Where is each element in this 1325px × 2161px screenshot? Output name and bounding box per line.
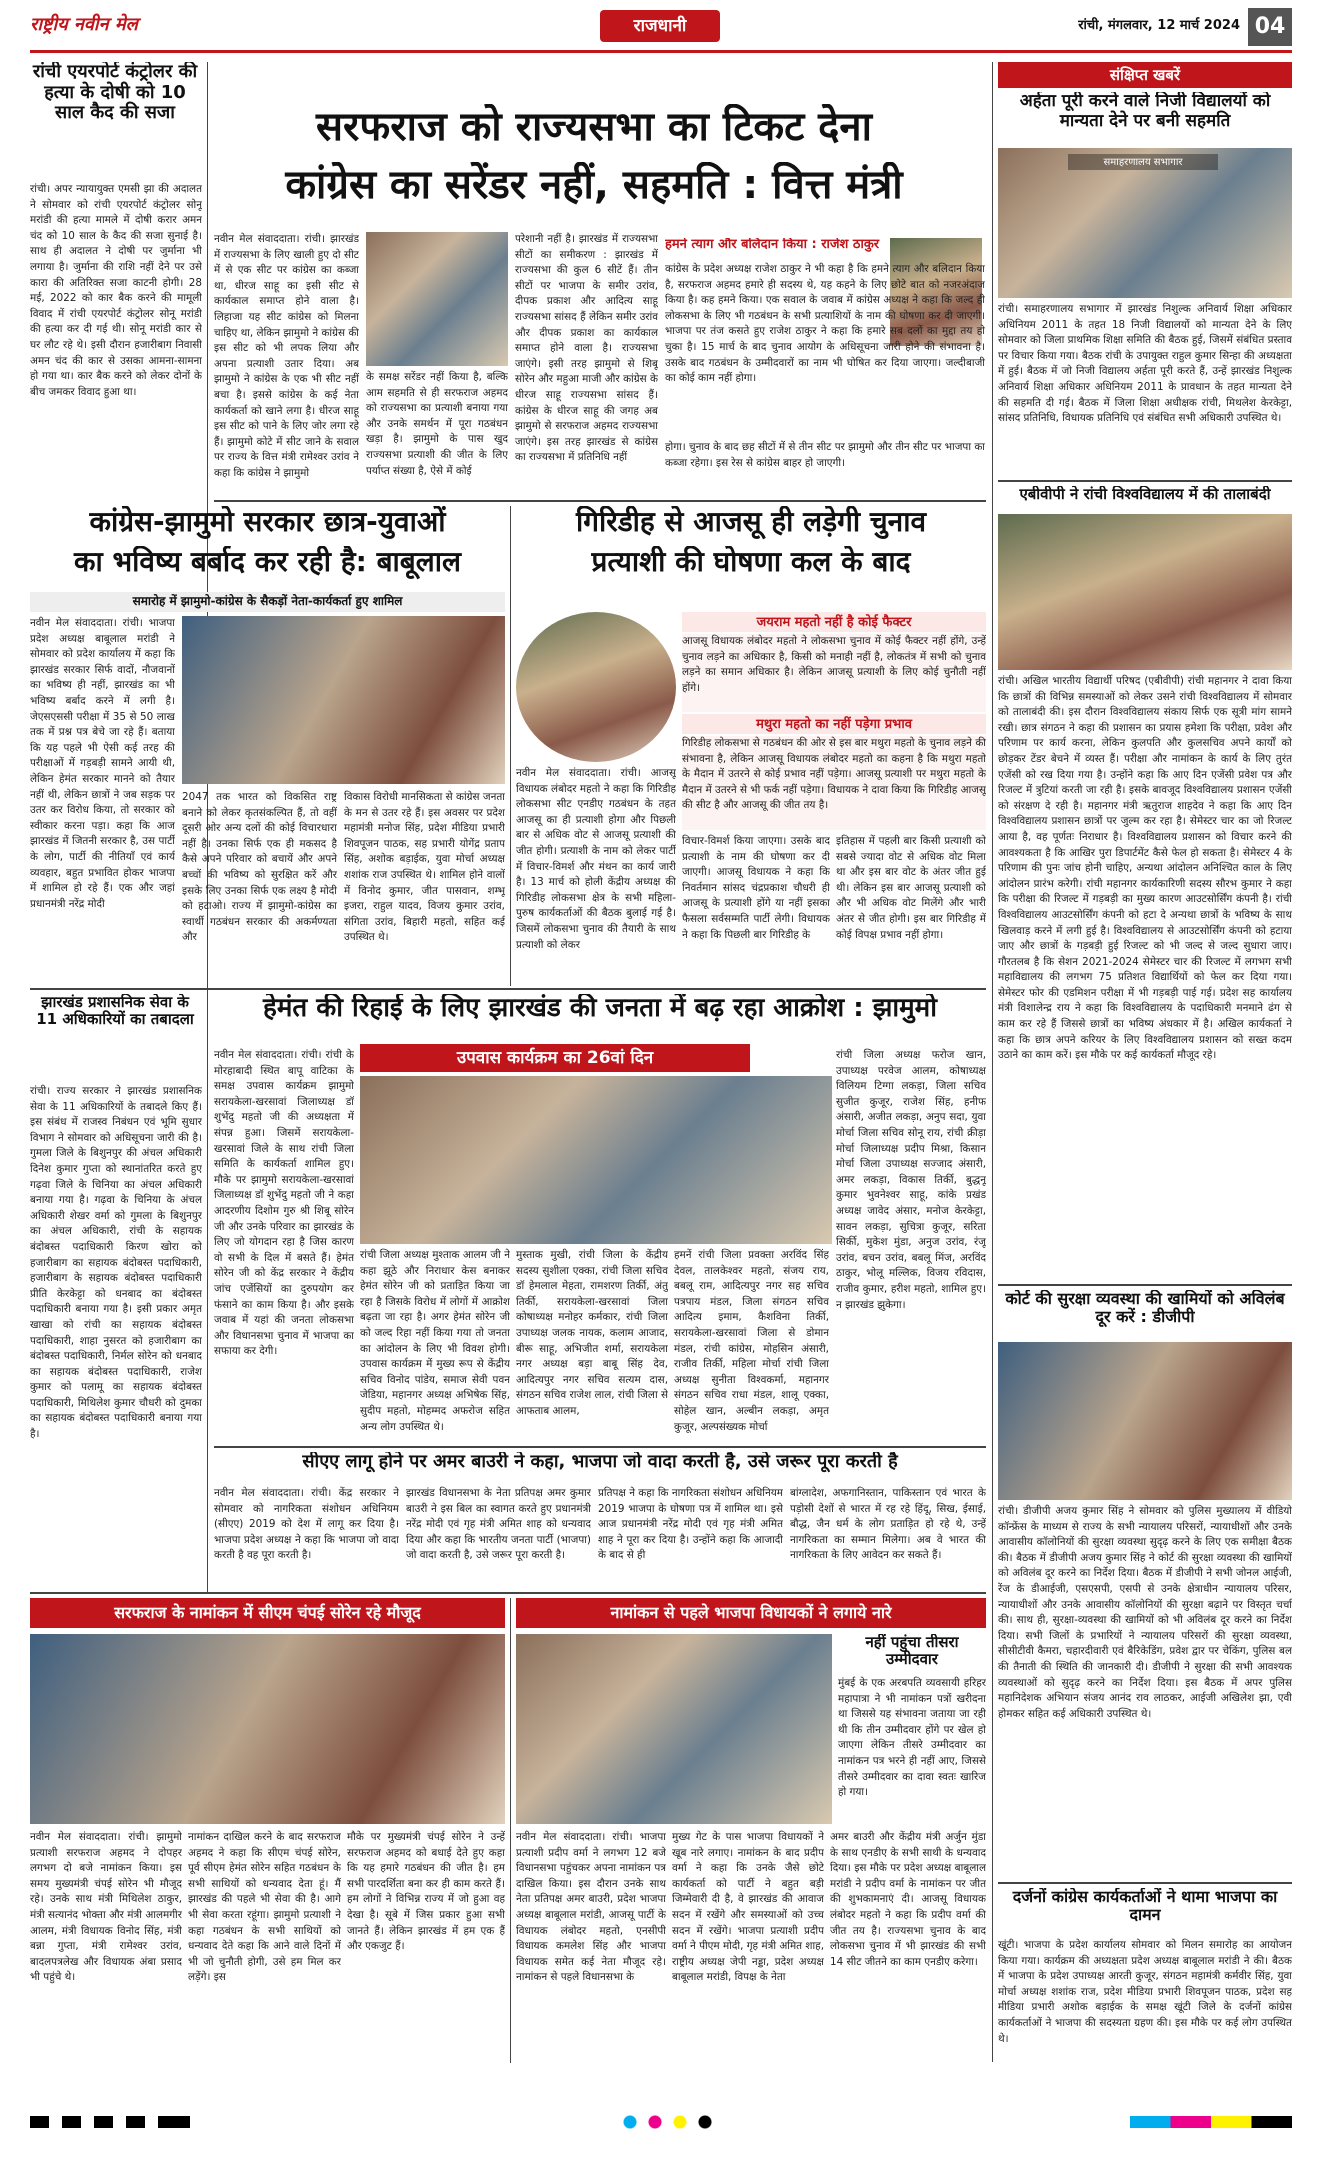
lead-bottom-rule bbox=[214, 500, 986, 502]
ajsu-col3: इतिहास में पहली बार किसी प्रत्याशी को सबसे ज्यादा वोट से अधिक वोट मिला था और इस बार वोट के अंतर जीत हुई थी। लेकिन इस बार आजसू प्रत्याशी को और भी अधिक वोट मिलेंगे और भारी अंतर से जीत होगी। इस बार गिरिडीह में कोई विपक्ष प्रभाव नहीं होगा। bbox=[836, 835, 986, 941]
masthead-rule bbox=[30, 50, 1292, 53]
hemant-photo bbox=[360, 1076, 832, 1244]
lead-col4b: होगा। चुनाव के बाद छह सीटों में से तीन सीट पर झामुमो और तीन सीट पर भाजपा का कब्जा रहेगा। इस रेस से कांग्रेस बाहर हो जाएगी। bbox=[665, 441, 985, 469]
bjp-nom-box-body: मुंबई के एक अरबपति व्यवसायी हरिहर महापात्रा ने भी नामांकन पत्रों खरीदना था जिससे यह संभावना जताया जा रही थी कि तीन उम्मीदवार होंगे पर खेल हो जाएगा लेकिन तीसरे उम्मीदवार का नामांकन पत्र भरने ही नहीं आए, जिससे तीसरे उम्मीदवार का दावा स्वतः खारिज हो गया। bbox=[838, 1677, 986, 1799]
lead-col3: परेशानी नहीं है। झारखंड में राज्यसभा सीटों का समीकरण : झारखंड में राज्यसभा की कुल 6 सीटें हैं। तीन सीटों पर भाजपा के समीर उरांव, दीपक प्रकाश और आदित्य साहू राज्यसभा सांसद हैं लेकिन समीर उरांव और दीपक प्रकाश का कार्यकाल समाप्त होने वाला है। राज्यसभा जाएंगे। इसी तरह झामुमो से शिबू सोरेन और महुआ माजी और कांग्रेस के धीरज साहू राज्यसभा सांसद हैं। कांग्रेस के धीरज साहू की जगह अब झामुमो से सरफराज अहमद राज्यसभा जाएंगे। इस तरह झारखंड से कांग्रेस का राज्यसभा में प्रतिनिधि नहीं bbox=[515, 233, 658, 464]
babulal-col3: विकास विरोधी मानसिकता से कांग्रेस जनता के मन से उतर रहे हैं। इस अवसर पर प्रदेश महामंत्री मनोज सिंह, प्रदेश मीडिया प्रभारी शिवपूजन पाठक, सह प्रभारी योगेंद्र प्रताप सिंह, अशोक बड़ाईक, युवा मोर्चा अध्यक्ष शशांक राज उपस्थित थे। शामिल होने वालों में विनोद कुमार, जीत पासवान, शम्भू इजरा, राहुल यादव, विजय कुमार उरांव, संगिता उरांव, बिहारी महतो, सहित कई उपस्थित थे। bbox=[344, 791, 505, 944]
transfer-body: रांची। राज्य सरकार ने झारखंड प्रशासनिक सेवा के 11 अधिकारियों के तबादले किए हैं। इस संबंध में राजस्व निबंधन एवं भूमि सुधार विभाग ने सोमवार को अधिसूचना जारी की है। गुमला जिले के बिशुनपुर की अंचल अधिकारी दिनेश कुमार गुप्ता को स्थानांतरित करते हुए गढ़वा जिले के चिनिया का अंचल अधिकारी बनाया गया है। गढ़वा के चिनिया के अंचल अधिकारी शेखर वर्मा को गुमला के बिशुनपुर का अंचल अधिकारी, रांची के सहायक बंदोबस्त पदाधिकारी किरण खोरा को हजारीबाग का सहायक बंदोबस्त पदाधिकारी, हजारीबाग के सहायक बंदोबस्त पदाधिकारी प्रीति केरकेट्टा को धनबाद का बंदोबस्त पदाधिकारी बनाया गया है। इसी प्रकार अमृत खाखा को रांची का सहायक बंदोबस्त पदाधिकारी, शाहा नुसरत को हजारीबाग का बंदोबस्त पदाधिकारी, निर्मल सोरेन को धनबाद का सहायक बंदोबस्त पदाधिकारी, राजेश कुमार को पलामू का सहायक बंदोबस्त पदाधिकारी, मिथिलेश कुमार चौधरी को दुमका का सहायक बंदोबस्त पदाधिकारी बनाया गया है। bbox=[30, 1085, 202, 1441]
sarfaraz-nom-col3: मौके पर मुख्यमंत्री चंपई सोरेन ने उन्हें सरफराज अहमद को बधाई देते हुए कहा कि यह हमारे गठबंधन की जीत है। हम सभी पारदर्शिता बना कर ही काम करते हैं। हम लोगों ने विभिन्न राज्य में जो हुआ वह देखा है। सूबे में जिस प्रकार हुआ सभी जानते हैं। लेकिन झारखंड में हम एक हैं और एकजुट हैं। bbox=[347, 1831, 505, 1953]
sarfaraz-nom-banner: सरफराज के नामांकन में सीएम चंपई सोरेन रहे मौजूद bbox=[30, 1598, 505, 1628]
dateline: रांची, मंगलवार, 12 मार्च 2024 bbox=[1078, 18, 1240, 33]
right-story1-photo bbox=[998, 148, 1292, 298]
color-dots-center bbox=[620, 2114, 720, 2130]
lead-headline-line2: कांग्रेस का सरेंडर नहीं, सहमति : वित्त मंत्री bbox=[285, 162, 903, 208]
amar-bottom-rule bbox=[30, 1592, 986, 1594]
sarfaraz-nom-photo bbox=[30, 1634, 505, 1824]
lead-headline-line1: सरफराज को राज्यसभा का टिकट देना bbox=[316, 104, 872, 150]
ajsu-headline-line2: प्रत्याशी की घोषणा कल के बाद bbox=[591, 546, 911, 578]
brief-header: संक्षिप्त खबरें bbox=[998, 62, 1292, 88]
col-rule-mid2 bbox=[510, 1598, 511, 2063]
bjp-nom-col1: नवीन मेल संवाददाता। रांची। भाजपा प्रत्याशी प्रदीप वर्मा ने लगभग 12 बजे विधानसभा पहुंचकर अपना नामांकन पत्र दाखिल किया। इस दौरान उनके साथ नेता प्रतिपक्ष अमर बाउरी, प्रदेश भाजपा अध्यक्ष बाबूलाल मरांडी, आजसू पार्टी के विधायक लंबोदर महतो, एनसीपी विधायक कमलेश सिंह और भाजपा विधायक समेत कई नेता मौजूद रहे। नामांकन से पहले विधानसभा के bbox=[516, 1831, 666, 1984]
left-story1-body: रांची। अपर न्यायायुक्त एमसी झा की अदालत ने सोमवार को रांची एयरपोर्ट कंट्रोलर सोनू मरांडी की हत्या मामले में दोषी करार अमन चंद को 10 साल के कैद की सजा सुनाई है। साथ ही अदालत ने दोषी पर जुर्माना भी लगाया है। जुर्माना की राशि नहीं देने पर उसे कारा की अतिरिक्त सजा काटनी होगी। 28 मई, 2022 को कार बैक करने की मामूली विवाद में रांची एयरपोर्ट कंट्रोलर सोनू मरांडी की हत्या कर दी गई थी। सोनू मरांडी कार से घर लौट रहे थे। इसी दौरान हजारीबाग निवासी अमन चंद की कार से उसका आमना-सामना हो गया था। कार बैक करने को लेकर दोनों के बीच जमकर विवाद हुआ था। bbox=[30, 183, 202, 398]
right-rule3 bbox=[998, 1882, 1292, 1884]
hemant-col3: मुस्ताक मुखी, रांची जिला के केंद्रीय सदस्य सुशीला एक्का, रांची जिला सचिव डॉ हेमलाल मेहता, रामशरण तिर्की, अंतु तिर्की, सरायकेला-खरसावां जिला कोषाध्यक्ष मनोहर कर्मकार, रांची जिला उपाध्यक्ष जलक नायक, कलाम आजाद, बीरू साहू, अभिजीत शर्मा, सरायकेला नगर अध्यक्ष बड़ा बाबू सिंह देव, आदित्यपुर नगर सचिव सत्यम दास, संगठन सचिव राजेश लाल, रांची जिला से आफताब आलम, bbox=[516, 1249, 668, 1417]
masthead bbox=[0, 0, 1325, 58]
right-story2-photo bbox=[998, 514, 1292, 670]
ajsu-box1-head: जयराम महतो नहीं है कोई फैक्टर bbox=[682, 612, 986, 632]
right-story3-photo bbox=[998, 1342, 1292, 1500]
right-story2-headline: एबीवीपी ने रांची विश्वविद्यालय में की तालाबंदी bbox=[1019, 486, 1271, 503]
babulal-photo bbox=[182, 616, 505, 784]
ajsu-col2: विचार-विमर्श किया जाएगा। उसके बाद प्रत्याशी के नाम की घोषणा कर दी जाएगी। आजसू विधायक ने कहा कि निवर्तमान सांसद चंद्रप्रकाश चौधरी ही आजसू के प्रत्याशी होंगे या नहीं इसका फैसला सर्वसम्मति पार्टी लेगी। विधायक ने कहा कि पिछली बार गिरिडीह के bbox=[682, 835, 830, 941]
right-story1-photo-caption: समाहरणालय सभागार bbox=[1068, 154, 1218, 170]
amar-col3: प्रतिपक्ष ने कहा कि नागरिकता संशोधन अधिनियम 2019 भाजपा के घोषणा पत्र में शामिल था। इसे आज प्रधानमंत्री नरेंद्र मोदी एवं गृह मंत्री अमित शाह ने पूरा कर दिया है। उन्होंने कहा कि आजादी के बाद से ही bbox=[598, 1487, 783, 1562]
color-bar-left bbox=[30, 2116, 190, 2128]
babulal-headline-line1: कांग्रेस-झामुमो सरकार छात्र-युवाओं bbox=[89, 506, 446, 538]
sarfaraz-nom-col1: नवीन मेल संवाददाता। रांची। झामुमो प्रत्याशी सरफराज अहमद ने दोपहर लगभग दो बजे नामांकन किया। इस समय मुख्यमंत्री चंपई सोरेन भी मौजूद रहे। उनके साथ मंत्री मिथिलेश ठाकुर, मंत्री सत्यानंद भोक्ता और मंत्री आलमगीर आलम, मंत्री विधायक विनोद सिंह, मंत्री बन्ना गुप्ता, मंत्री रामेश्वर उरांव, बादलपत्रलेख और विधायक अंबा प्रसाद भी पहुंचे थे। bbox=[30, 1831, 182, 1984]
ajsu-box2-body: गिरिडीह लोकसभा से गठबंधन की ओर से इस बार मथुरा महतो के चुनाव लड़ने की संभावना है, लेकिन आजसू विधायक लंबोदर महतो का कहना है कि मथुरा महतो के मैदान में उतरने से कोई प्रभाव नहीं पड़ेगा। आजसू प्रत्याशी पर मथुरा महतो के मैदान में उतरने से भी फर्क नहीं पड़ेगा। विधायक ने दावा किया कि गिरिडीह आजसू की सीट है और आजसू की जीत तय है। bbox=[682, 736, 986, 830]
amar-col2: झारखंड विधानसभा के नेता प्रतिपक्ष अमर कुमार बाउरी ने इस बिल का स्वागत करते हुए प्रधानमंत्री नरेंद्र मोदी एवं गृह मंत्री अमित शाह को धन्यवाद दिया और कहा कि भारतीय जनता पार्टी (भाजपा) जो वादा करती है, उसे जरूर पूरा करती है। bbox=[406, 1487, 591, 1562]
col-rule-right bbox=[992, 62, 993, 2062]
bjp-nom-col2: मुख्य गेट के पास भाजपा विधायकों ने खूब नारे लगाए। नामांकन के बाद प्रदीप वर्मा ने कहा कि उनके जैसे छोटे कार्यकर्ता को पार्टी ने बहुत बड़ी जिम्मेवारी दी है, वे झारखंड की आवाज सदन में रखेंगे और समस्याओं को उच्च सदन में रखेंगे। भाजपा प्रत्याशी प्रदीप वर्मा ने पीएम मोदी, गृह मंत्री अमित शाह, राष्ट्रीय अध्यक्ष जेपी नड्डा, प्रदेश अध्यक्ष बाबूलाल मरांडी, विपक्ष के नेता bbox=[672, 1831, 824, 1984]
ajsu-col1: नवीन मेल संवाददाता। रांची। आजसू विधायक लंबोदर महतो ने कहा कि गिरिडीह लोकसभा सीट एनडीए गठबंधन के तहत आजसू का ही प्रत्याशी होगा और पिछली बार से अधिक वोट से आजसू प्रत्याशी की जीत होगी। प्रत्याशी के नाम को लेकर पार्टी में विचार-विमर्श और मंथन का कार्य जारी है। 13 मार्च को होली केंद्रीय अध्यक्ष की गिरिडीह लोकसभा क्षेत्र के सभी महिला-पुरुष कार्यकर्ताओं की बैठक बुलाई गई है। जिसमें लोकसभा चुनाव की तैयारी के साथ प्रत्याशी को लेकर bbox=[516, 767, 676, 951]
lead-col4: कांग्रेस के प्रदेश अध्यक्ष राजेश ठाकुर ने भी कहा है कि हमने त्याग और बलिदान किया है, सरफराज अहमद हमारे ही सदस्य थे, यह कहने के लिए छोटे बात को नजरअंदाज किया है। कह हमने किया। एक सवाल के जवाब में कांग्रेस अध्यक्ष ने कहा कि जल्द ही लोकसभा के लिए भी गठबंधन के सभी प्रत्याशियों के नाम की घोषणा कर दी जाएगी। भाजपा पर तंज कसते हुए राजेश ठाकुर ने कहा कि हमारे सब दलों का मुद्दा तय हो चुका है। 15 मार्च के बाद चुनाव आयोग के अधिसूचना जारी होने की संभावना है। उसके बाद गठबंधन के उम्मीदवारों का नाम भी घोषित कर दिया जाएगा। जल्दीबाजी का कोई काम नहीं होगा। bbox=[665, 263, 985, 385]
bjp-nom-col3: अमर बाउरी और केंद्रीय मंत्री अर्जुन मुंडा के साथ एनडीए के सभी साथी के धन्यवाद दिया। इस मौके पर प्रदेश अध्यक्ष बाबूलाल मरांडी ने प्रदीप वर्मा के नामांकन पर जीत की शुभकामनाएं दी। आजसू विधायक लंबोदर महतो ने कहा कि प्रदीप वर्मा की जीत तय है। राज्यसभा चुनाव के बाद लोकसभा चुनाव में भी झारखंड की सभी 14 सीट जीतने का काम एनडीए करेगा। bbox=[830, 1831, 986, 1968]
right-rule1 bbox=[998, 480, 1292, 482]
hemant-banner: उपवास कार्यक्रम का 26वां दिन bbox=[360, 1044, 750, 1072]
page-number: 04 bbox=[1248, 8, 1292, 46]
sarfaraz-nom-col2: नामांकन दाखिल करने के बाद सरफराज अहमद ने कहा कि सीएम चंपई सोरेन, पूर्व सीएम हेमंत सोरेन सहित गठबंधन के सभी साथियों को धन्यवाद देता हूं। मैं झारखंड की पहले भी सेवा की है। आगे भी सेवा करता रहूंगा। झामुमो प्रत्याशी ने कहा गठबंधन के सभी साथियों को धन्यवाद देते कहा कि आने वाले दिनों में भी जो चुनौती होगी, उसे हम मिल कर लड़ेंगे। इस bbox=[188, 1831, 341, 1984]
bjp-nom-photo bbox=[516, 1634, 832, 1824]
hemant-col5: रांची जिला अध्यक्ष फरोज खान, उपाध्यक्ष परवेज आलम, कोषाध्यक्ष विलियम टिग्गा लकड़ा, जिला सचिव सुजीत कुजूर, राजेश सिंह, हनीफ अंसारी, अजीत लकड़ा, अनुप सदा, युवा मोर्चा जिला सचिव सोनू राय, रांची क्रीड़ा मोर्चा जिलाध्यक्ष प्रदीप मिश्रा, किसान मोर्चा जिला उपाध्यक्ष सज्जाद अंसारी, अमर लकड़ा, विकास तिर्की, बुद्धनू कुमार भुवनेश्वर साहू, कांके प्रखंड अध्यक्ष जावेद अंसार, मनोज केरकेट्टा, सावन लकड़ा, सुचित्रा कुजूर, सरिता सिर्की, मुकेश मुंडा, अनुज उरांव, रंजू उरांव, बचन उरांव, बबलू मिंज, अरविंद ठाकुर, भोलू मल्लिक, विजय रविदास, राजीव कुमार, हरीश महतो, शामिल हुए। न झारखंड झुकेगा। bbox=[836, 1049, 986, 1311]
lead-photo-minister bbox=[366, 232, 508, 366]
right-story2-body: रांची। अखिल भारतीय विद्यार्थी परिषद (एबीवीपी) रांची महानगर ने दावा किया कि छात्रों की विभिन्न समस्याओं को लेकर उसने रांची विश्वविद्यालय में सोमवार को तालाबंदी की। इस दौरान विश्वविद्यालय संकाय सिर्फ एक सूत्री मांग सामने रखी। छात्र संगठन ने कहा की प्रशासन का प्रयास हमेशा कि परीक्षा, प्रवेश और परिणाम पर कार्य करना, लेकिन कुलपति और कुलसचिव अपने कार्यों को छोड़कर टेंडर बेचने में व्यस्त हैं। परीक्षा और नामांकन के कार्य के लिए तुरंत एजेंसी को रख दिया गया है। उन्होंने कहा कि आए दिन एजेंसी प्रवेश पत्र और रिजल्ट में त्रुटियां करती जा रही है। इसके बावजूद विश्वविद्यालय प्रशासन एजेंसी को संरक्षण दे रही है। महानगर मंत्री ऋतुराज शाहदेव ने कहा कि आए दिन विश्वविद्यालय प्रशासन छात्रों पर जुल्म कर रहा है। सेमेस्टर चार का जो रिजल्ट आया है, वह पूर्णतः निराधार है। विश्वविद्यालय प्रशासन को विचार करने की आवश्यकता है कि आखिर पुरा डिपार्टमेंट कैसे फेल हो सकता है। सेमेस्टर 4 के परिणाम की पुनः जांच होनी चाहिए, अन्यथा आंदोलन अनिश्चित काल के लिए आंदोलन प्रारंभ करेगी। रांची महानगर कार्यकारिणी सदस्य सौरभ कुमार ने कहा कि परीक्षा की रिजल्ट में गड़बड़ी का मुख्य कारण आउटसोर्सिंग कंपनी है। रांची विश्वविद्यालय आउटसोर्सिंग कंपनी को हटा दे अन्यथा छात्रों के भविष्य के साथ खिलवाड़ करने में लगी हुई है। विश्वविद्यालय से आउटसोर्सिंग कंपनी को हटाया जाए और छात्रों के गड़बड़ी हुई रिजल्ट को भी जल्द से जल्द सुधारा जाए। गौरतलब है कि सेशन 2021-2024 सेमेस्टर चार की रिजल्ट में लगभग सभी महाविद्यालय की लगभग 75 प्रतिशत विद्यार्थियों को फेल कर दिया गया। सेमेस्टर फोर की एडमिशन परीक्षा में भी गड़बड़ी पाई गई। प्रदेश सह कार्यालय मंत्री विशालेन्द्र राय ने कहा कि विश्वविद्यालय के पदाधिकारी मनमाने ढंग से काम कर रहे हैं जिससे छात्रों का भविष्य अंधकार में है। अखिल कार्यकर्ता ने कहा कि छात्र अपने करियर के लिए विश्वविद्यालय प्रशासन को सख्त कदम उठाने का काम करें। इस मौके पर कई कार्यकर्ता मौजूद रहे। bbox=[998, 675, 1292, 1062]
bjp-nom-box-head: नहीं पहुंचा तीसरा उम्मीदवार bbox=[865, 1634, 959, 1669]
right-story3-body: रांची। डीजीपी अजय कुमार सिंह ने सोमवार को पुलिस मुख्यालय में वीडियो कॉन्फ्रेंस के माध्यम से राज्य के सभी न्यायालय परिसरों, न्यायाधीशों और उनके आवासीय कॉलोनियों की सुरक्षा व्यवस्था सुदृढ़ करने के लिए एक समीक्षा बैठक की। बैठक में डीजीपी अजय कुमार सिंह ने कोर्ट की सुरक्षा व्यवस्था की खामियों को अविलंब दूर करने का निर्देश दिया। बैठक में डीजीपी ने सभी जोनल आईजी, रेंज के डीआईजी, एसएसपी, एसपी से उनके क्षेत्राधीन न्यायालय परिसर, न्यायाधीशों और उनके आवासीय कॉलोनियों की सुरक्षा बढ़ाने पर विस्तृत चर्चा की। साथ ही, सुरक्षा-व्यवस्था की खामियों को भी अविलंब दूर करने का निर्देश दिया। सभी जिलों के प्रभारियों ने न्यायालय परिसरों की सुरक्षा व्यवस्था, सीसीटीवी कैमरा, चहारदीवारी एवं बैरिकेडिंग, प्रवेश द्वार पर चेकिंग, पुलिस बल की तैनाती की स्थिति की जानकारी दी। डीजीपी ने सुरक्षा की सभी आवश्यक व्यवस्थाओं को सुदृढ़ करने का निर्देश दिया। इस बैठक में अपर पुलिस महानिदेशक अभियान संजय आनंद राव लाठकर, आईजी अखिलेश झा, एवी होमकर सहित कई अधिकारी उपस्थित थे। bbox=[998, 1505, 1292, 1720]
right-rule2 bbox=[998, 1284, 1292, 1286]
left-story1-headline: रांची एयरपोर्ट कंट्रोलर की हत्या के दोषी को 10 साल कैद की सजा bbox=[32, 62, 198, 124]
ajsu-headline-line1: गिरिडीह से आजसू ही लड़ेगी चुनाव bbox=[575, 506, 927, 538]
lead-subhead: हमने त्याग और बलिदान किया : राजेश ठाकुर bbox=[665, 238, 880, 252]
bjp-nom-banner: नामांकन से पहले भाजपा विधायकों ने लगाये नारे bbox=[516, 1598, 986, 1628]
col-rule-mid1 bbox=[510, 506, 511, 986]
babulal-headline-line2: का भविष्य बर्बाद कर रही है: बाबूलाल bbox=[73, 546, 462, 578]
color-bar-right bbox=[1130, 2116, 1292, 2128]
right-story4-body: खूंटी। भाजपा के प्रदेश कार्यालय सोमवार को मिलन समारोह का आयोजन किया गया। कार्यक्रम की अध्यक्षता प्रदेश अध्यक्ष बाबूलाल मरांडी ने की। बैठक में भाजपा के प्रदेश उपाध्यक्ष आरती कुजूर, संगठन महामंत्री कर्मवीर सिंह, युवा मोर्चा अध्यक्ष शशांक राज, प्रदेश मीडिया प्रभारी शिवपूजन पाठक, प्रदेश सह मीडिया प्रभारी अशोक बड़ाईक के समक्ष खूंटी जिले के दर्जनों कांग्रेस कार्यकर्ताओं ने भाजपा की सदस्यता ग्रहण की। इस मौके पर कई लोग उपस्थित थे। bbox=[998, 1939, 1292, 2045]
paper-name: राष्ट्रीय नवीन मेल bbox=[30, 14, 138, 35]
hemant-bottom-rule bbox=[214, 1446, 986, 1448]
babulal-col1: नवीन मेल संवाददाता। रांची। भाजपा प्रदेश अध्यक्ष बाबूलाल मरांडी ने सोमवार को प्रदेश कार्यालय में कहा कि झारखंड सरकार सिर्फ वादों, नौजवानों का भविष्य ही नहीं, झारखंड का भी भविष्य बर्बाद करने में लगी है। जेएसएससी परीक्षा में 35 से 50 लाख तक में प्रश्न पत्र बेचे जा रहे हैं। बताया कि यह पहले भी ऐसी कई तरह की परीक्षाओं में गड़बड़ी सामने आयी थी, लेकिन हेमंत सरकार मानने को तैयार नहीं थी, लेकिन छात्रों ने जब सड़क पर उतर कर विरोध किया, तो सरकार को स्वीकार करना पड़ा। कहा कि आज झारखंड में जितनी सरकार है, उस पार्टी के लोग, पार्टी की नीतियाँ एवं कार्य व्यवहार, बहुत प्रभावित होकर भाजपा में शामिल हो रहे हैं। एक और जहां प्रधानमंत्री नरेंद्र मोदी bbox=[30, 617, 175, 910]
amar-headline: सीएए लागू होने पर अमर बाउरी ने कहा, भाजपा जो वादा करती है, उसे जरूर पूरा करती है bbox=[302, 1452, 898, 1472]
amar-col1: नवीन मेल संवाददाता। रांची। केंद्र सरकार ने सोमवार को नागरिकता संशोधन अधिनियम (सीएए) 2019 को देश में लागू कर दिया है। भाजपा प्रदेश अध्यक्ष ने कहा कि भाजपा जो वादा करती है वह पूरा करती है। bbox=[214, 1487, 399, 1562]
amar-col4: बांग्लादेश, अफगानिस्तान, पाकिस्तान एवं भारत के पड़ोसी देशों से भारत में रह रहे हिंदू, सिख, ईसाई, बौद्ध, जैन धर्म के लोग प्रताड़ित हो रहे थे, उन्हें नागरिकता का सम्मान मिलेगा। अब वे भारत की नागरिकता के लिए आवेदन कर सकते हैं। bbox=[790, 1487, 986, 1562]
hemant-headline: हेमंत की रिहाई के लिए झारखंड की जनता में बढ़ रहा आक्रोश : झामुमो bbox=[263, 994, 937, 1023]
right-story1-body: रांची। समाहरणालय सभागार में झारखंड निशुल्क अनिवार्य शिक्षा अधिकार अधिनियम 2011 के तहत 18 निजी विद्यालयों को मान्यता देने के लिए सोमवार को जिला प्राथमिक शिक्षा समिति की बैठक हुई, जिसमें संबंधित प्रस्ताव पर विचार किया गया। बैठक रांची के उपायुक्त राहुल कुमार सिन्हा की अध्यक्षता में हुई। बैठक में जो निजी विद्यालय अर्हता पूरी करते हैं, उन्हें झारखंड निशुल्क अनिवार्य शिक्षा अधिकार अधिनियम 2011 के प्रावधान के तहत मान्यता देने की सहमति दी गई। बैठक में जिला शिक्षा अधीक्षक रांची, मिथलेश केरकेट्टा, सांसद प्रतिनिधि, विधायक प्रतिनिधि एवं संबंधित सभी अधिकारी उपस्थित थे। bbox=[998, 303, 1292, 425]
right-story1-headline: अर्हता पूरी करने वाले निजी विद्यालयों को मान्यता देने पर बनी सहमति bbox=[1019, 92, 1271, 131]
transfer-headline: झारखंड प्रशासनिक सेवा के 11 अधिकारियों का तबादला bbox=[36, 994, 194, 1029]
babulal-bottom-rule bbox=[30, 988, 986, 990]
right-story4-headline: दर्जनों कांग्रेस कार्यकर्ताओं ने थामा भाजपा का दामन bbox=[1012, 1888, 1278, 1925]
babulal-col2: 2047 तक भारत को विकसित राष्ट्र बनाने को लेकर कृतसंकल्पित हैं, तो वहीं दूसरी ओर अन्य दलों की कोई विचारधारा नहीं है। उनका सिर्फ एक ही मकसद है कैसे अपने परिवार को बचायें और अपने बच्चों की भविष्य को सुरक्षित करें और इसके लिए उनका सिर्फ एक लक्ष्य है मोदी को हटाओ। राज्य में झामुमो-कांग्रेस का स्वार्थी गठबंधन सरकार की अकर्मण्यता और bbox=[182, 791, 337, 944]
section-label: राजधानी bbox=[600, 10, 720, 42]
hemant-col1: नवीन मेल संवाददाता। रांची। रांची के मोरहाबादी स्थित बापू वाटिका के समक्ष उपवास कार्यक्रम झामुमो सरायकेला-खरसावां जिलाध्यक्ष डॉ शुभेंदु महतो जी की अध्यक्षता में संपन्न हुआ। जिसमें सरायकेला-खरसावां जिले के साथ रांची जिला समिति के कार्यकर्ता शामिल हुए। मौके पर झामुमो सरायकेला-खरसावां जिलाध्यक्ष डॉ शुभेंदु महतो जी ने कहा आदरणीय दिशोम गुरु श्री शिबू सोरेन जी और उनके परिवार का झारखंड के लिए जो योगदान रहा है जिस कारण वो सभी के दिल में बसते हैं। हेमंत सोरेन जी को केंद्र सरकार ने केंद्रीय जांच एजेंसियों का दुरुपयोग कर फंसाने का काम किया है। और इसके जवाब में यहां की जनता लोकसभा और विधानसभा चुनाव में भाजपा का सफाया कर देगी। bbox=[214, 1049, 354, 1358]
babulal-subhead: समारोह में झामुमो-कांग्रेस के सैकड़ों नेता-कार्यकर्ता हुए शामिल bbox=[30, 592, 505, 612]
lead-col1: नवीन मेल संवाददाता। रांची। झारखंड में राज्यसभा के लिए खाली हुए दो सीट में से एक सीट पर कांग्रेस का कब्जा था, धीरज साहू का इसी सीट से कार्यकाल समाप्त होने वाला है। लिहाजा यह सीट कांग्रेस को मिलना चाहिए था, लेकिन झामुमो ने कांग्रेस की इस सीट को भी लपक लिया और अपना प्रत्याशी उतार दिया। अब झामुमो ने कांग्रेस के एक भी सीट नहीं बचा है। इससे कांग्रेस के कई नेता कार्यकर्ता को खाने लगा है। धीरज साहू इस सीट को पाने के लिए जोर लगा रहे हैं। झामुमो कोटे में सीट जाने के सवाल पर राज्य के वित्त मंत्री रामेश्वर उरांव ने कहा कि कांग्रेस ने झामुमो bbox=[214, 233, 359, 479]
lead-col2: के समक्ष सरेंडर नहीं किया है, बल्कि आम सहमति से ही सरफराज अहमद को राज्यसभा का प्रत्याशी बनाया गया और उनके समर्थन में पूरा गठबंधन खड़ा है। झामुमो के पास खुद राज्यसभा प्रत्याशी की जीत के लिए पर्याप्त संख्या है, ऐसे में कोई bbox=[366, 371, 508, 477]
ajsu-photo bbox=[516, 612, 676, 762]
hemant-col4: हमनें रांची जिला प्रवक्ता अरविंद सिंह देवल, तालकेश्वर महतो, संजय राय, बबलू राम, आदित्यपुर नगर सह सचिव पत्रपाय मंडल, जिला संगठन सचिव आदित्य इमाम, कैशविना तिर्की, सरायकेला-खरसावां जिला से डोमान मंडल, रांची कांग्रेस, मोहसिन अंसारी, राजीव तिर्की, महिला मोर्चा रांची जिला अध्यक्ष सुनीता विश्वकर्मा, महानगर संगठन सचिव राधा मंडल, शालू एक्का, सोहेल खान, अल्बीन लकड़ा, अमृत कुजूर, अल्पसंख्यक मोर्चा bbox=[674, 1249, 829, 1433]
right-story3-headline: कोर्ट की सुरक्षा व्यवस्था की खामियों को अविलंब दूर करें : डीजीपी bbox=[1005, 1290, 1285, 1327]
ajsu-box2-head: मथुरा महतो का नहीं पड़ेगा प्रभाव bbox=[682, 714, 986, 734]
hemant-col2: रांची जिला अध्यक्ष मुश्ताक आलम जी ने कहा झूठे और निराधार केस बनाकर हेमंत सोरेन जी को प्रताड़ित किया जा रहा है जिसके विरोध में लोगों में आक्रोश बढ़ता जा रहा है। अगर हेमंत सोरेन जी को जल्द रिहा नहीं किया गया तो जनता का आंदोलन के लिए भी विवश होगी। उपवास कार्यक्रम में मुख्य रूप से केंद्रीय सचिव विनोद पांडेय, समाज सेवी पवन जेडिया, महानगर अध्यक्ष अभिषेक सिंह, सुदीप महतो, मोहम्मद अफरोज सहित अन्य लोग उपस्थित थे। bbox=[360, 1249, 510, 1433]
footer-registration-marks bbox=[30, 2112, 1292, 2132]
ajsu-box1-body: आजसू विधायक लंबोदर महतो ने लोकसभा चुनाव में कोई फैक्टर नहीं होंगे, उन्हें चुनाव लड़ने का अधिकार है, किसी को मनाही नहीं है, लोकतंत्र में सभी को चुनाव लड़ने का समान अधिकार है। लेकिन आजसू प्रत्याशी के लिए कोई चुनौती नहीं होंगे। bbox=[682, 634, 986, 712]
